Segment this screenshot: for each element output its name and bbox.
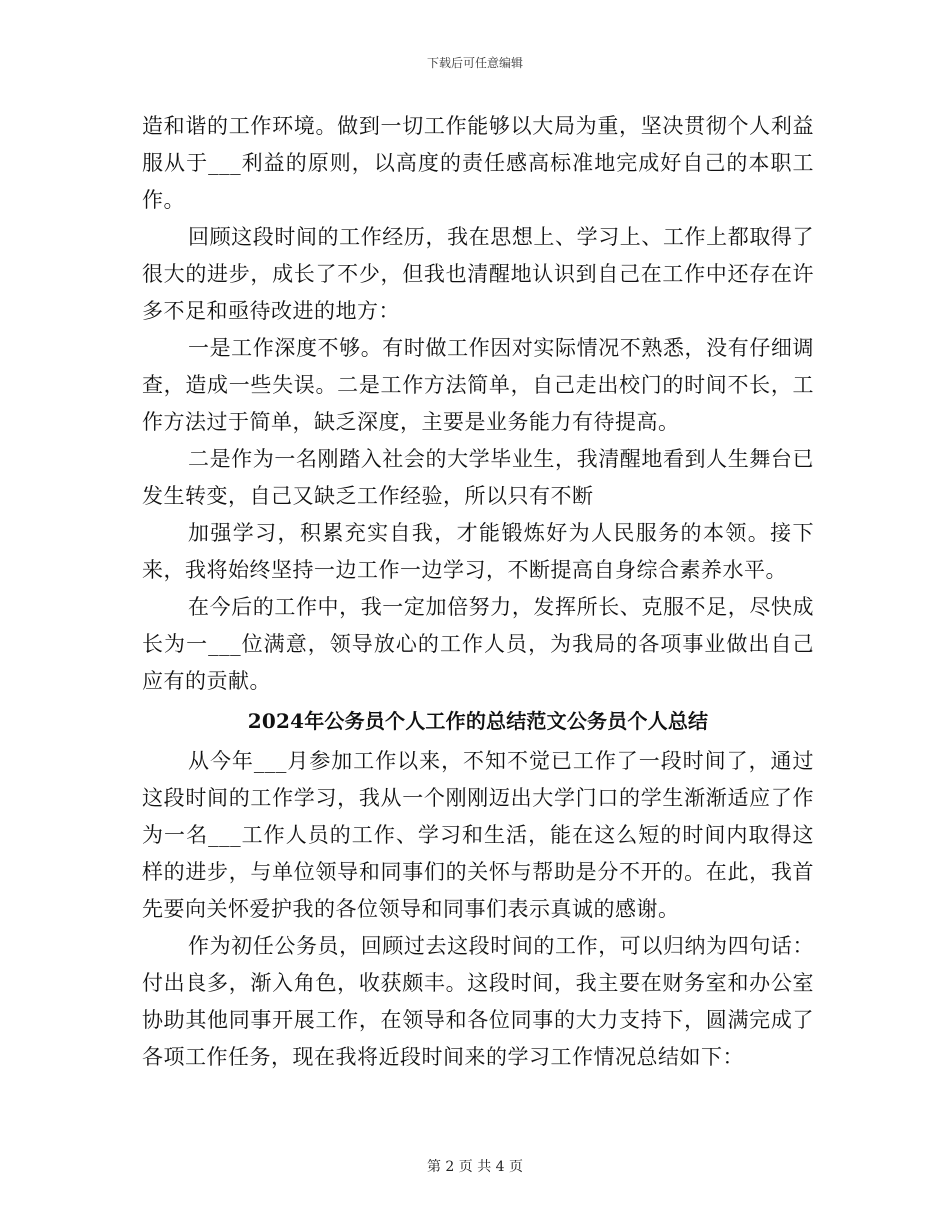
section-title: 2024年公务员个人工作的总结范文公务员个人总结 — [247, 709, 709, 733]
page-number-footer: 第 2 页 共 4 页 — [426, 1159, 524, 1175]
paragraph: 造和谐的工作环境。做到一切工作能够以大局为重，坚决贯彻个人利益服从于___利益的原则，以高度的责任感高标准地完成好自己的本职工作。 — [142, 114, 814, 212]
paragraph: 一是工作深度不够。有时做工作因对实际情况不熟悉，没有仔细调查，造成一些失误。二是工作方法简单，自己走出校门的时间不长，工作方法过于简单，缺乏深度，主要是业务能力有待提高。 — [142, 336, 814, 434]
header-note: 下载后可任意编辑 — [426, 56, 523, 70]
paragraph: 加强学习，积累充实自我，才能锻炼好为人民服务的本领。接下来，我将始终坚持一边工作一边学习，不断提高自身综合素养水平。 — [142, 521, 814, 582]
paragraph: 作为初任公务员，回顾过去这段时间的工作，可以归纳为四句话：付出良多，渐入角色，收获颇丰。这段时间，我主要在财务室和办公室协助其他同事开展工作，在领导和各位同事的大力支持下，圆满完成了各项工作任务，现在我将近段时间来的学习工作情况总结如下： — [142, 934, 814, 1069]
paragraph: 回顾这段时间的工作经历，我在思想上、学习上、工作上都取得了很大的进步，成长了不少，但我也清醒地认识到自己在工作中还存在许多不足和亟待改进的地方： — [142, 225, 814, 323]
document-body — [142, 108, 814, 1076]
paragraph: 二是作为一名刚踏入社会的大学毕业生，我清醒地看到人生舞台已发生转变，自己又缺乏工作经验，所以只有不断 — [142, 447, 814, 508]
paragraph: 从今年___月参加工作以来，不知不觉已工作了一段时间了，通过这段时间的工作学习，我从一个刚刚迈出大学门口的学生渐渐适应了作为一名___工作人员的工作、学习和生活，能在这么短的时间内取得这样的进步，与单位领导和同事们的关怀与帮助是分不开的。在此，我首先要向关怀爱护我的各位领导和同事们表示真诚的感谢。 — [142, 749, 814, 921]
paragraph: 在今后的工作中，我一定加倍努力，发挥所长、克服不足，尽快成长为一___位满意，领导放心的工作人员，为我局的各项事业做出自己应有的贡献。 — [142, 595, 814, 693]
